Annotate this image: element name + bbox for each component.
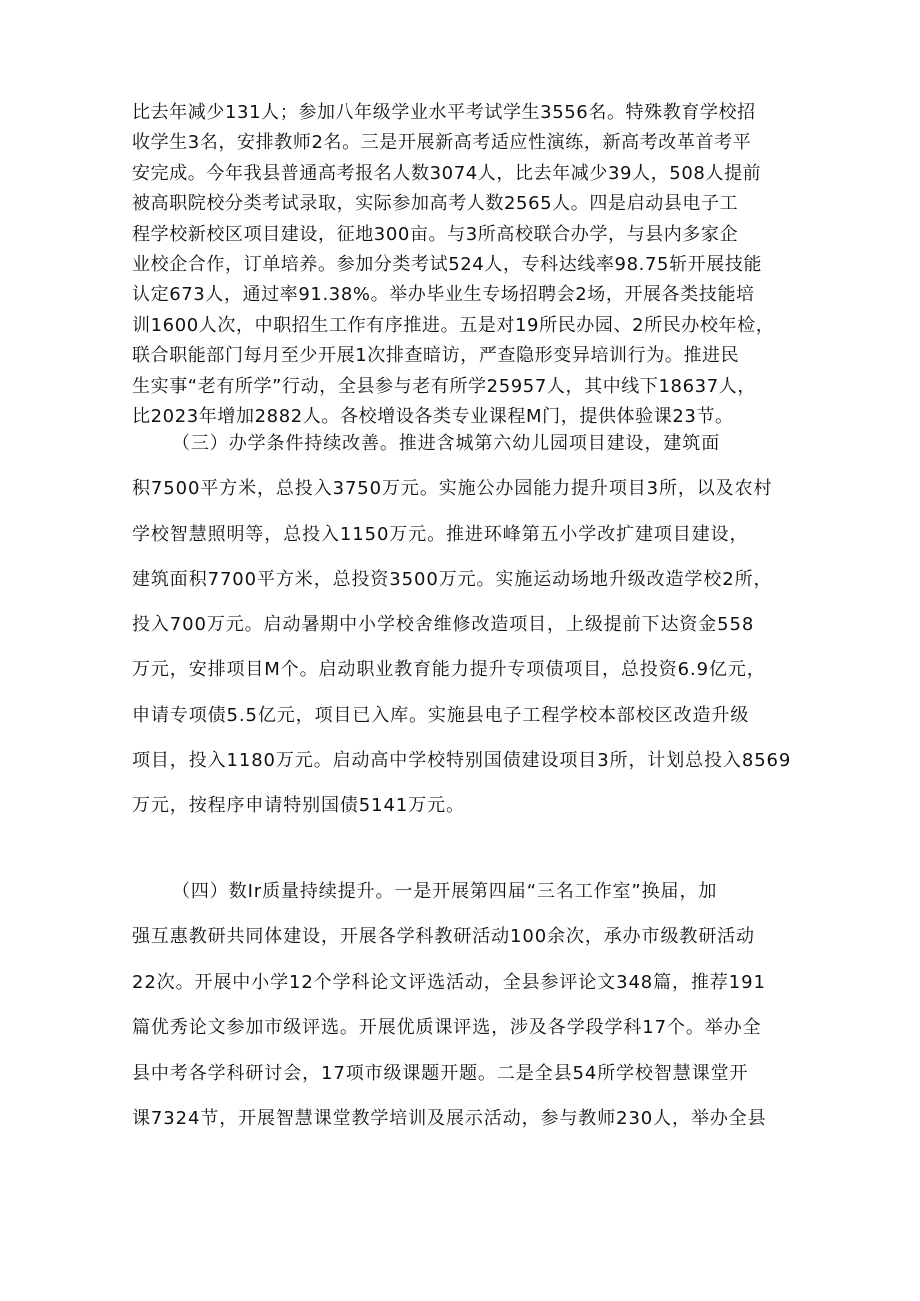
text-line: 县中考各学科研讨会，17项市级课题开题。二是全县54所学校智慧课堂开 (132, 1062, 749, 1084)
text-line: 认定673人，通过率91.38%。举办毕业生专场招聘会2场，开展各类技能培 (132, 284, 755, 306)
section-heading-line: （三）办学条件持续改善。推进含城第六幼儿园项目建设，建筑面 (172, 433, 721, 454)
section-heading-line: （四）数Ir质量持续提升。一是开展第四届“三名工作室”换届，加 (172, 881, 718, 902)
text-line: 申请专项债5.5亿元，项目已入库。实施县电子工程学校本部校区改造升级 (132, 704, 750, 726)
paragraph-teaching-quality (132, 869, 796, 1141)
text-line: 强互惠教研共同体建设，开展各学科教研活动100余次，承办市级教研活动 (132, 926, 755, 948)
text-line: 收学生3名，安排教师2名。三是开展新高考适应性演练，新高考改革首考平 (132, 132, 752, 154)
text-line: 训1600人次，中职招生工作有序推进。五是对19所民办园、2所民办校年检， (132, 314, 775, 336)
text-line: 比2023年增加2882人。各校增设各类专业课程M门，提供体验课23节。 (132, 405, 734, 427)
text-line: 课7324节，开展智慧课堂教学培训及展示活动，参与教师230人，举办全县 (132, 1107, 767, 1129)
text-line: 篇优秀论文参加市级评选。开展优质课评选，涉及各学段学科17个。举办全 (132, 1017, 762, 1039)
text-line: 万元，按程序申请特别国债5141万元。 (132, 795, 465, 817)
text-line: 业校企合作，订单培养。参加分类考试524人，专科达线率98.75斩开展技能 (132, 253, 763, 275)
text-line: 生实事“老有所学”行动，全县参与老有所学25957人，其中线下18637人， (132, 375, 756, 397)
text-line: 投入700万元。启动暑期中小学校舍维修改造项目，上级提前下达资金558 (132, 614, 755, 636)
text-line: 万元，安排项目M个。启动职业教育能力提升专项债项目，总投资6.9亿元， (132, 659, 766, 681)
text-line: 项目，投入1180万元。启动高中学校特别国债建设项目3所，计划总投入8569 (132, 750, 792, 772)
text-line: 比去年减少131人；参加八年级学业水平考试学生3556名。特殊教育学校招 (132, 102, 756, 123)
text-line: 学校智慧照明等，总投入1150万元。推进环峰第五小学改扩建项目建设， (132, 523, 749, 545)
text-line: 联合职能部门每月至少开展1次排查暗访，严查隐形变异培训行为。推进民 (132, 345, 740, 367)
text-line: 建筑面积7700平方米，总投资3500万元。实施运动场地升级改造学校2所， (132, 568, 773, 590)
text-line: 被高职院校分类考试录取，实际参加高考人数2565人。四是启动县电子工 (132, 193, 739, 215)
text-line: 安完成。今年我县普通高考报名人数3074人，比去年减少39人，508人提前 (132, 162, 762, 184)
paragraph-enrollment-vocational (132, 98, 796, 432)
text-line: 积7500平方米，总投入3750万元。实施公办园能力提升项目3所，以及农村 (132, 478, 773, 500)
text-line: 22次。开展中小学12个学科论文评选活动，全县参评论文348篇，推荐191 (132, 971, 766, 993)
paragraph-school-conditions (132, 421, 796, 829)
text-line: 程学校新校区项目建设，征地300亩。与3所高校联合办学，与县内多家企 (132, 223, 739, 245)
